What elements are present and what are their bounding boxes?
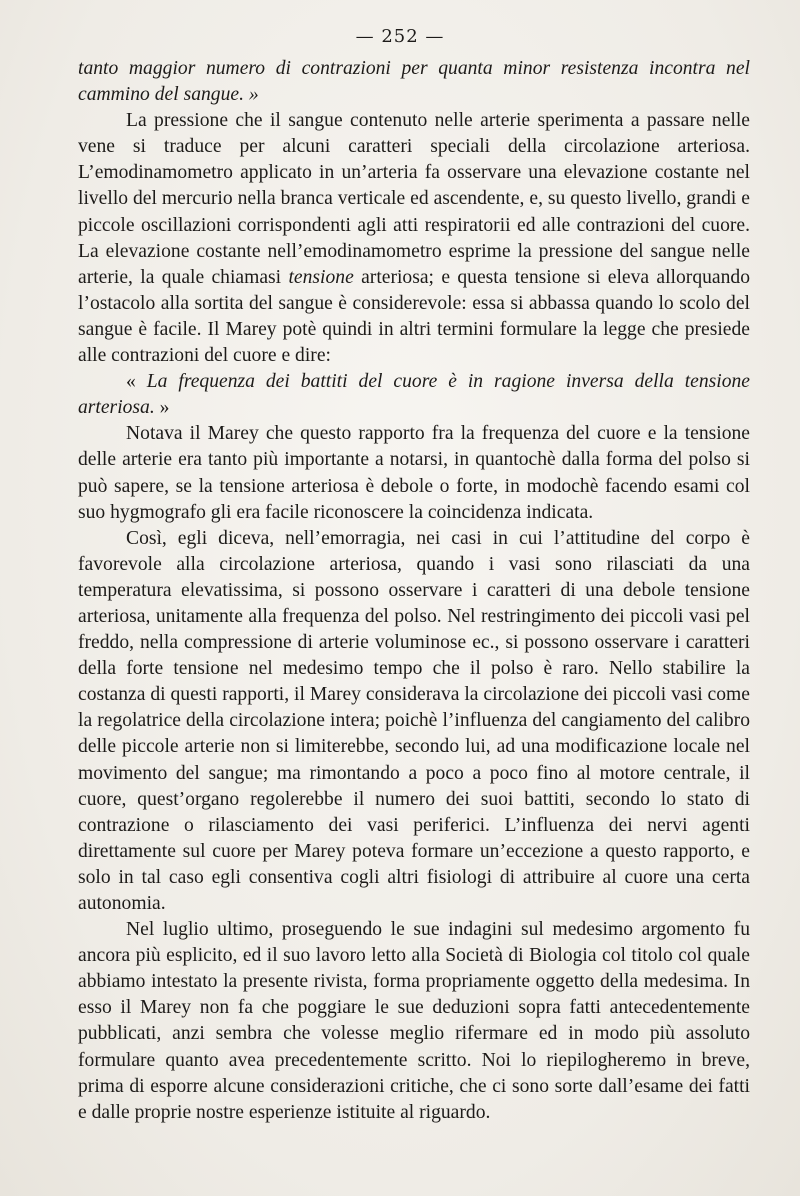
paragraph-quote-continuation: tanto maggior numero di contrazioni per quanta minor resistenza incontra nel cammino del sangue. » xyxy=(78,58,750,106)
paragraph-pressure-part-b: arteriosa; e questa tensione si eleva allorquando l’ostacolo alla sortita del sangue è considerevole: essa si abbassa quando lo scolo del sangue è facile. Il Marey potè quindi in altri termini formulare la legge che presiede alle contrazioni del cuore e dire: xyxy=(78,266,751,367)
paragraph-july-work: Nel luglio ultimo, proseguendo le sue indagini sul medesimo argomento fu ancora più esplicito, ed il suo lavoro letto alla Società di Biologia col titolo col quale abbiamo intestato la presente rivista, forma propriamente oggetto della medesima. In esso il Marey non fa che poggiare le sue deduzioni sopra fatti antecedentemente pubblicati, anzi sembra che volesse meglio rifermare ed in modo più assoluto formulare quanto avea precedentemente scritto. Noi lo riepilogheremo in breve, prima di esporre alcune considerazioni critiche, che ci sono sorte dall’esame dei fatti e dalle proprie nostre esperienze istituite al riguardo. xyxy=(78,919,750,1123)
quote-open-mark: « xyxy=(126,371,147,393)
paragraph-examples: Così, egli diceva, nell’emorragia, nei casi in cui l’attitudine del corpo è favorevole alla circolazione arteriosa, quando i vasi sono rilasciati da una temperatura elevatissima, si possono osservare i caratteri di una debole tensione arteriosa, unitamente alla frequenza del polso. Nel restringimento dei piccoli vasi pel freddo, nella compressione di arterie voluminose ec., si possono osservare i caratteri della forte tensione nel medesimo tempo che il polso è raro. Nello stabilire la costanza di questi rapporti, il Marey considerava la circolazione dei piccoli vasi come la regolatrice della circolazione intera; poichè l’influenza del cangiamento del calibro delle piccole arterie non si limiterebbe, secondo lui, ad una modificazione locale nel movimento del sangue; ma rimontando a poco a poco fino al motore centrale, il cuore, quest’organo regolerebbe il numero dei suoi battiti, secondo lo stato di contrazione o rilasciamento dei vasi periferici. L’influenza dei nervi agenti direttamente sul cuore per Marey poteva formare un’eccezione a questo rapporto, e solo in tal caso egli consentiva cogli altri fisiologi di attribuire al cuore una certa autonomia. xyxy=(78,527,750,914)
paragraph-pressure-part-a: La pressione che il sangue contenuto nelle arterie sperimenta a passare nelle vene si traduce per alcuni caratteri speciali della circolazione arteriosa. L’emodinamometro applicato in un’arteria fa osservare una elevazione costante nel livello del mercurio nella branca verticale ed ascendente, e, su questo livello, grandi e piccole oscillazioni corrispondenti agli atti respiratorii ed alle contrazioni del cuore. La elevazione costante nell’emodinamometro esprime la pressione del sangue nelle arterie, la quale chiamasi xyxy=(78,110,750,288)
body-text xyxy=(78,56,750,1126)
law-quote-text: La frequenza dei battiti del cuore è in ragione inversa della tensione arteriosa. xyxy=(78,371,750,419)
paragraph-law-quote xyxy=(78,369,750,421)
paragraph-pressure xyxy=(78,108,750,369)
quote-close-mark: » xyxy=(154,397,170,419)
term-tensione: tensione xyxy=(288,266,354,288)
page-number: — 252 — xyxy=(355,26,445,47)
paragraph-pulse-form: Notava il Marey che questo rapporto fra la frequenza del cuore e la tensione delle arterie era tanto più importante a notarsi, in quantochè dalla forma del polso si può sapere, se la tensione arteriosa è debole o forte, in modochè facendo esami col suo hygmografo gli era facile riconoscere la coincidenza indicata. xyxy=(78,423,750,523)
